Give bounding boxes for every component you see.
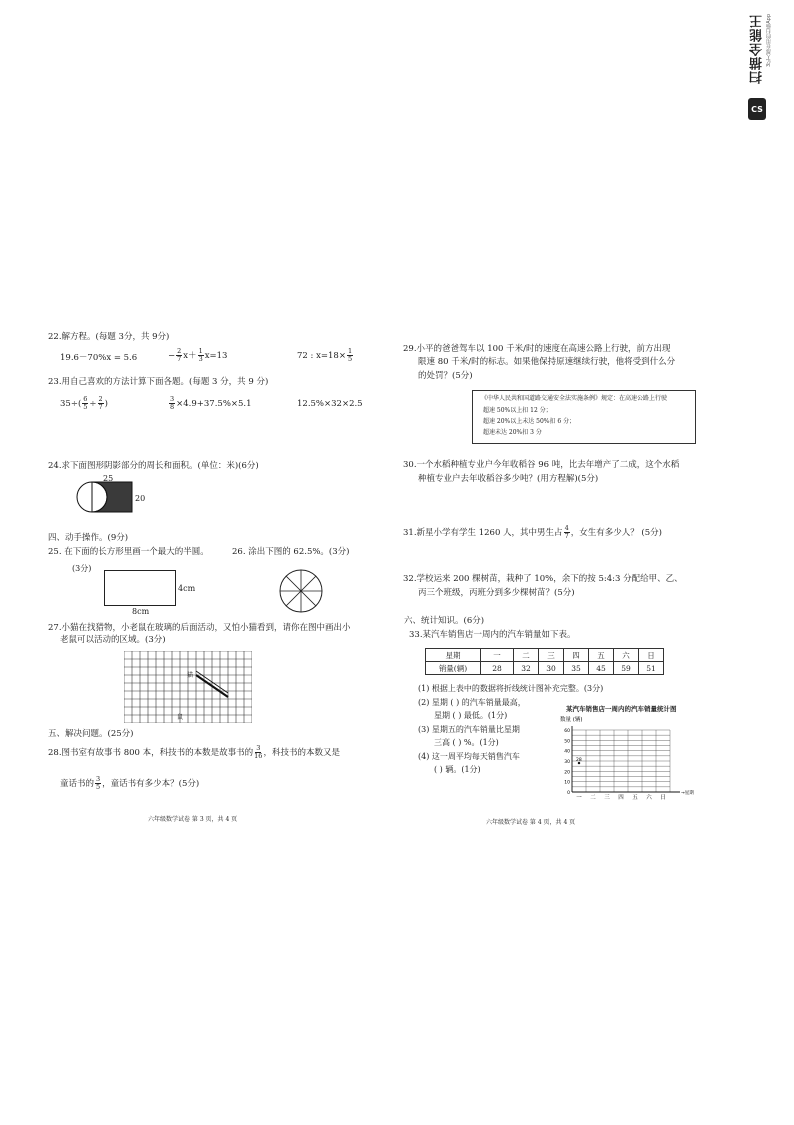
table-header-cell: 六 (614, 649, 639, 662)
table-header-cell: 三 (539, 649, 564, 662)
chart-xtick-label: 日 (660, 795, 666, 801)
q24-dim-top: 25 (103, 474, 114, 483)
chart-ylabel: 数量 (辆) (560, 717, 583, 723)
chart-data-label: 28 (576, 758, 582, 764)
q22-title: 22.解方程。(每题 3分，共 9分) (48, 332, 170, 342)
q29-line2: 限速 80 千米/时的标志。如果他保持原速继续行驶，他将受到什么分 (418, 357, 676, 367)
table-cell: 45 (589, 662, 614, 675)
q23-c: 12.5%×32×2.5 (297, 399, 363, 409)
sales-line-chart[interactable] (558, 714, 708, 804)
table-header-cell: 五 (589, 649, 614, 662)
chart-xlabel: →星期 (681, 791, 694, 796)
q27-grid[interactable] (124, 651, 252, 723)
table-row (426, 649, 664, 662)
regulation-notice-box (472, 390, 696, 444)
chart-title: 某汽车销售店一周内的汽车销量统计图 (566, 705, 677, 713)
grid-cat-label: 猫 (187, 672, 194, 679)
chart-xtick-label: 三 (604, 795, 610, 801)
q33-text: 33.某汽车销售店一周内的汽车销量如下表。 (409, 630, 576, 640)
notice-line3: 超速 20%以上未达 50%扣 6 分； (483, 418, 576, 425)
chart-ytick-label: 50 (564, 739, 570, 745)
sub-question-3-line1: (3) 星期五的汽车销量比星期 (418, 725, 520, 734)
chart-xtick-label: 五 (632, 795, 638, 801)
table-cell: 30 (539, 662, 564, 675)
chart-xtick-label: 四 (618, 795, 624, 801)
camscanner-logo-icon: CS (748, 98, 766, 120)
watermark-subtitle: 3亿人都在用的扫描App (766, 14, 772, 67)
table-header-cell: 日 (639, 649, 664, 662)
rect-height-label: 4cm (178, 584, 196, 593)
section5-title: 五、解决问题。(25分) (48, 729, 134, 739)
q30-line1: 30.一个水稻种植专业户今年收稻谷 96 吨，比去年增产了二成，这个水稻 (403, 460, 680, 470)
chart-ytick-label: 10 (564, 780, 570, 786)
notice-line4: 超速未达 20%扣 3 分 (483, 429, 542, 436)
chart-xtick-label: 六 (646, 795, 652, 801)
q25-rectangle[interactable] (104, 570, 176, 606)
notice-line2: 超速 50%以上扣 12 分； (483, 407, 552, 414)
q25-text: 25. 在下面的长方形里画一个最大的半圆。 (48, 547, 209, 557)
left-footer: 六年级数学试卷 第 3 页，共 4 页 (148, 816, 238, 823)
q26-text: 26. 涂出下图的 62.5%。(3分) (232, 547, 350, 557)
table-header-cell: 星期 (426, 649, 481, 662)
q27-line1: 27.小猫在找猎物，小老鼠在玻璃的后面活动，又怕小猫看到，请你在图中画出小 (48, 623, 351, 633)
section6-title: 六、统计知识。(6分) (404, 616, 485, 626)
rect-width-label: 8cm (132, 607, 150, 616)
q24-dim-right: 20 (135, 494, 146, 503)
chart-ytick-label: 20 (564, 770, 570, 776)
q28-line1: 28.图书室有故事书 800 本，科技书的本数是故事书的 $\frac{3}{16}$ ，科技书的本数又是 (48, 744, 340, 760)
q22-a: 19.6－70%x = 5.6 (60, 353, 138, 363)
sub-question-2-line1: (2) 星期 ( ) 的汽车销量最高， (418, 698, 526, 707)
table-cell: 59 (614, 662, 639, 675)
q29-line3: 的处罚？(5分) (418, 371, 473, 381)
q23-a: 35÷( $\frac{6}{5}$ ÷ $\frac{2}{7}$ ) (60, 395, 108, 411)
q28-line2: 童话书的 $\frac{3}{5}$ ，童话书有多少本？(5分) (60, 775, 200, 791)
section4-title: 四、动手操作。(9分) (48, 533, 129, 543)
q32-line2: 丙三个班级，丙班分到多少棵树苗？(5分) (418, 588, 575, 598)
watermark-title: 扫描全能王 (750, 14, 765, 84)
q31-text: 31.新星小学有学生 1260 人，其中男生占 $\frac{4}{7}$ ，女生有多少人？ (5分) (403, 524, 662, 540)
q23-title: 23.用自己喜欢的方法计算下面各题。(每题 3 分，共 9 分) (48, 377, 269, 387)
q22-b: − $\frac{2}{7}$ x＋ $\frac{1}{3}$ x=13 (168, 347, 228, 363)
grid-mouse-label: 鼠 (177, 714, 184, 721)
q25-score: (3分) (72, 564, 92, 573)
notice-line1: 《中华人民共和国道路交通安全法实施条例》规定：在高速公路上行驶 (481, 395, 668, 402)
q26-circle[interactable] (278, 568, 324, 614)
q22-c: 72 : x=18× $\frac{1}{5}$ (297, 347, 353, 363)
table-cell: 35 (564, 662, 589, 675)
chart-xtick-label: 二 (590, 795, 596, 801)
chart-ytick-label: 40 (564, 749, 570, 755)
chart-ytick-label: 60 (564, 729, 570, 734)
q29-line1: 29.小平的爸爸驾车以 100 千米/时的速度在高速公路上行驶，前方出现 (403, 344, 671, 354)
q27-line2: 老鼠可以活动的区域。(3分) (60, 635, 166, 645)
sub-question-2-line2: 星期 ( ) 最低。(1分) (434, 711, 508, 720)
q32-line1: 32.学校运来 200 棵树苗，栽种了 10%，余下的按 5:4:3 分配给甲、乙、 (403, 574, 683, 584)
chart-ytick-label: 0 (567, 791, 570, 796)
q23-b: $\frac{3}{8}$ ×4.9+37.5%×5.1 (170, 395, 252, 411)
sub-question-4-line1: (4) 这一周平均每天销售汽车 (418, 752, 520, 761)
table-cell: 51 (639, 662, 664, 675)
right-footer: 六年级数学试卷 第 4 页，共 4 页 (486, 819, 576, 826)
sub-question-4-line2: ( ) 辆。(1分) (434, 765, 481, 774)
table-cell: 28 (481, 662, 514, 675)
sales-table (425, 648, 664, 675)
table-cell: 32 (514, 662, 539, 675)
sub-question-3-line2: 三高 ( ) %。(1分) (434, 738, 499, 747)
table-header-cell: 一 (481, 649, 514, 662)
chart-xtick-label: 一 (576, 795, 582, 801)
table-row-label: 销量(辆) (426, 662, 481, 675)
chart-ytick-label: 30 (564, 760, 570, 765)
table-header-cell: 二 (514, 649, 539, 662)
table-header-cell: 四 (564, 649, 589, 662)
q30-line2: 种植专业户去年收稻谷多少吨？(用方程解)(5分) (418, 474, 599, 484)
sub-question-1: (1) 根据上表中的数据将折线统计图补充完整。(3分) (418, 684, 604, 693)
q24-title: 24.求下面图形阴影部分的周长和面积。(单位：米)(6分) (48, 461, 259, 471)
table-row (426, 662, 664, 675)
watermark (748, 12, 770, 122)
